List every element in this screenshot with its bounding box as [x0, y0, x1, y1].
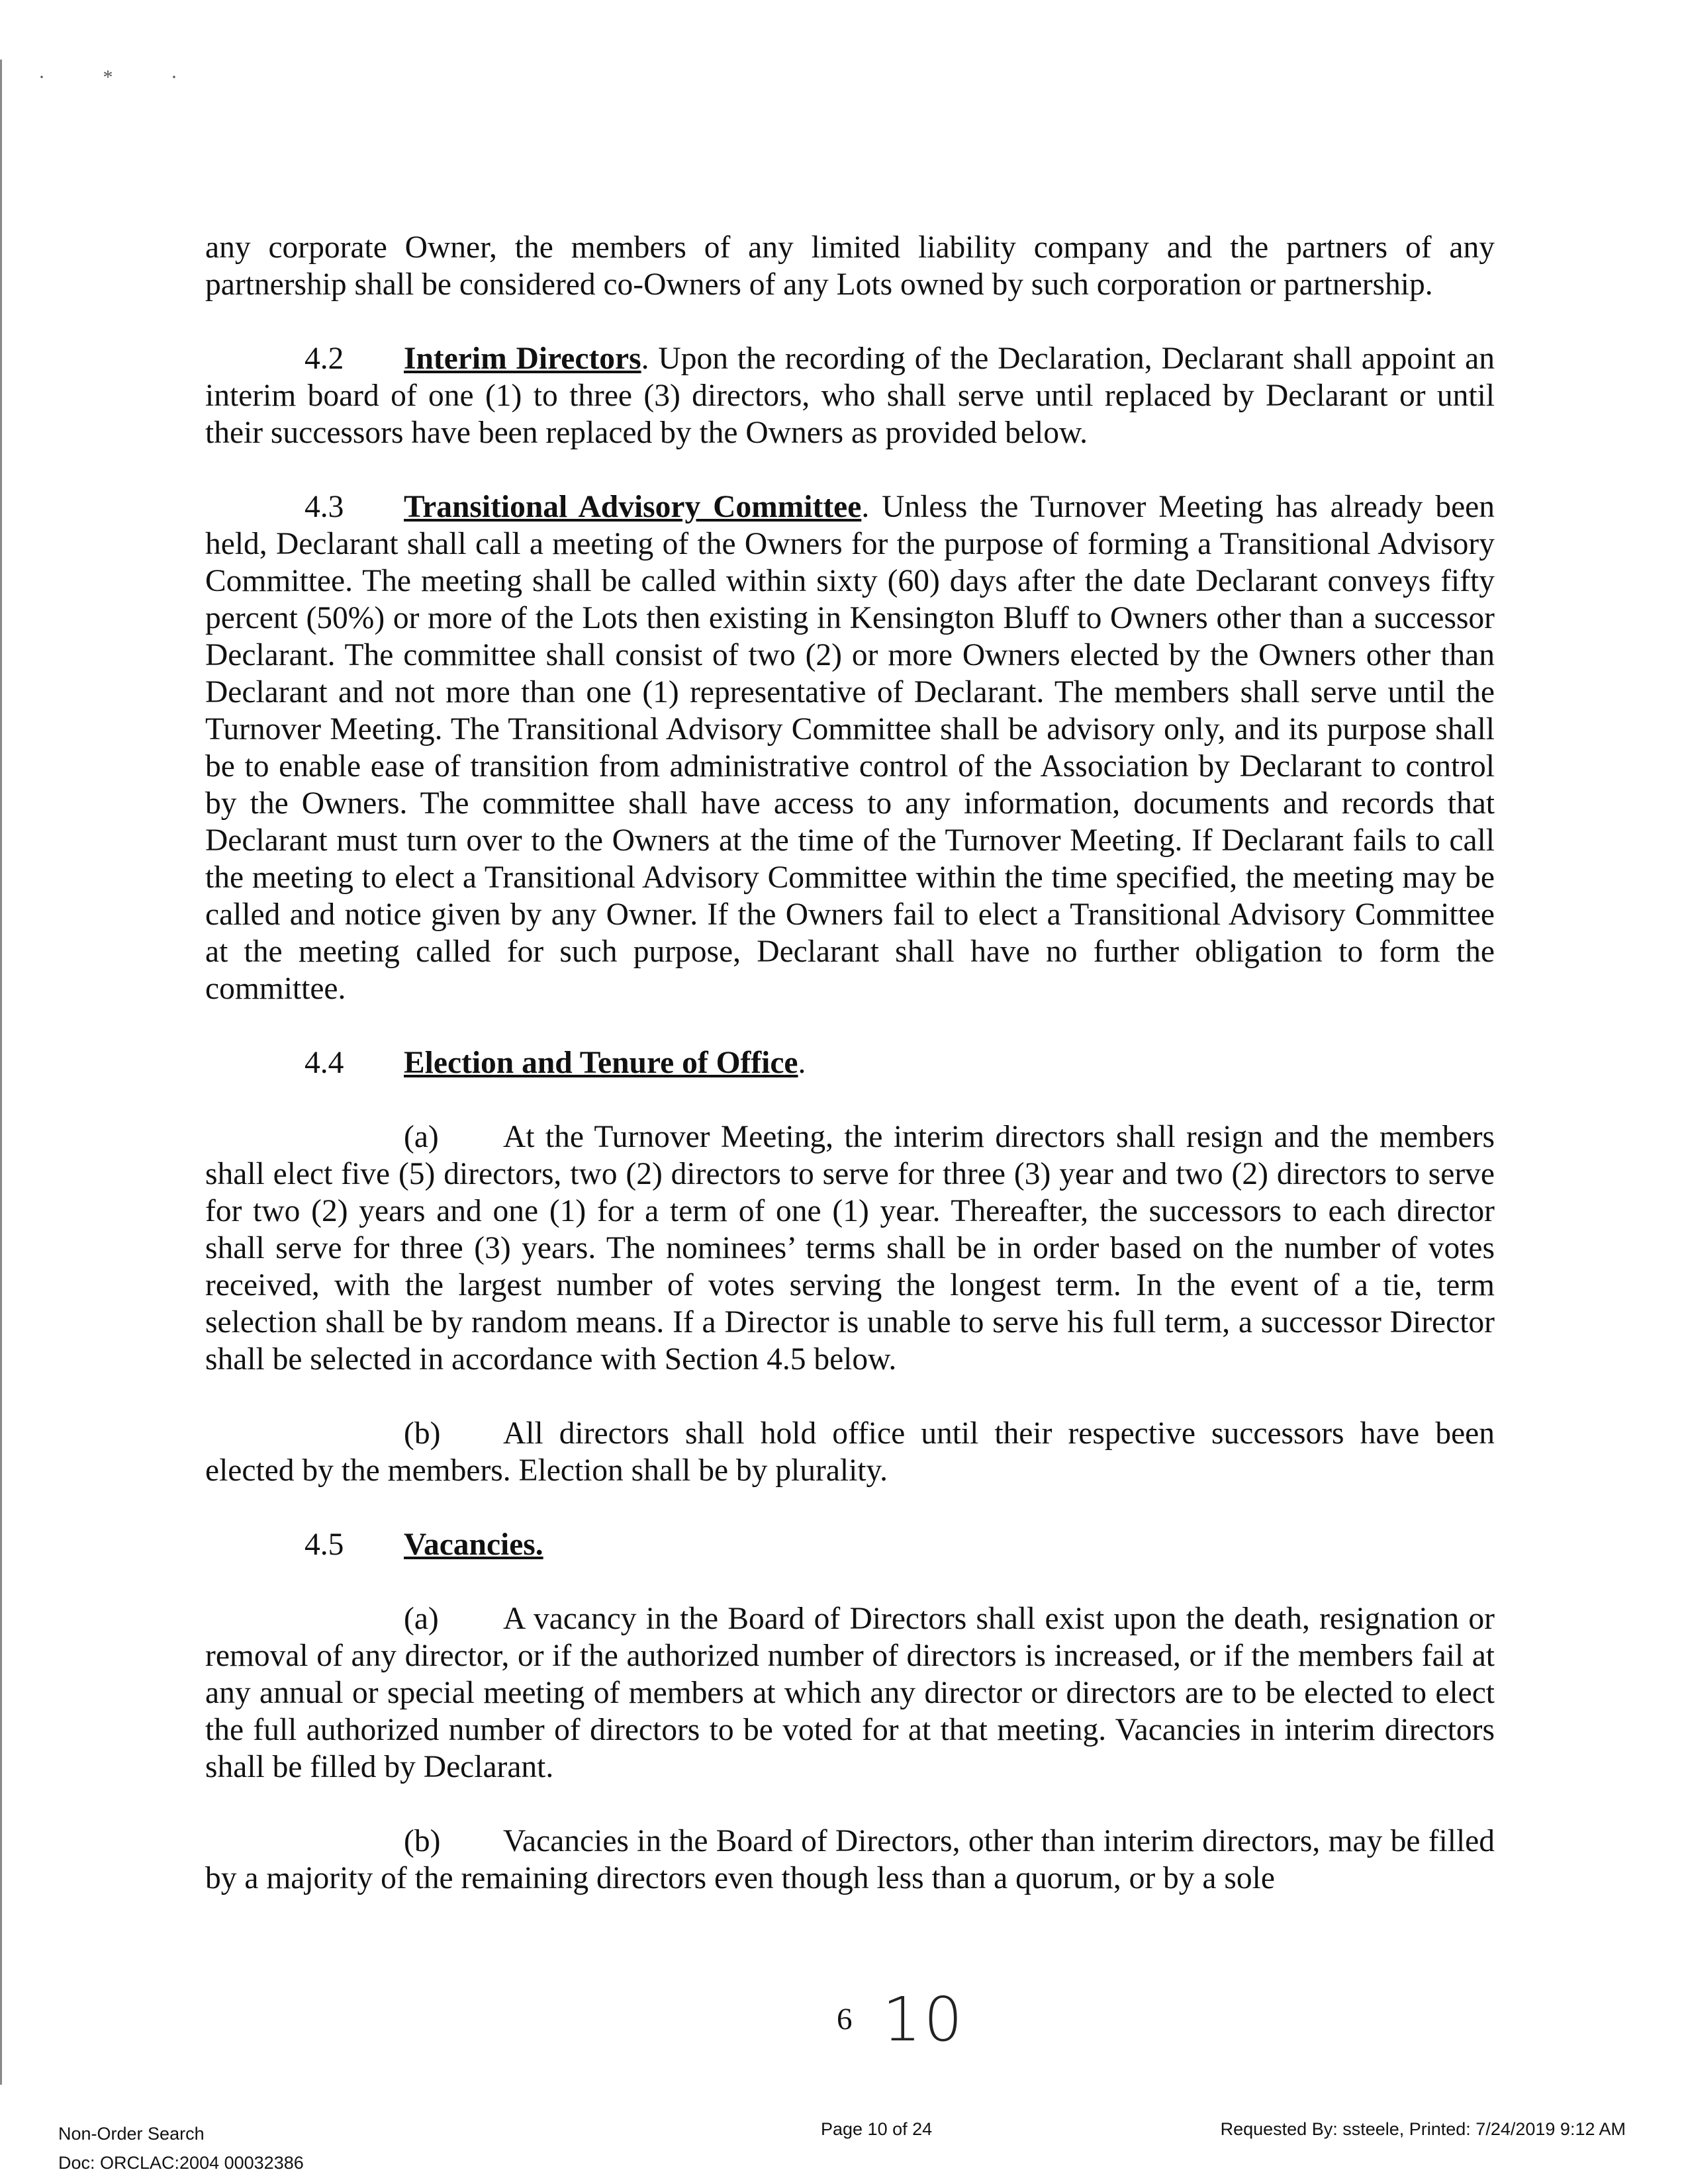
- section-heading: Transitional Advisory Committee: [404, 490, 862, 524]
- section-text: Unless the Turnover Meeting has already been held, Declarant shall call a meeting of the Owners for the purpose of forming a Transitional Advisory Committee. The meeting shall be called within sixty (60) days after the date Declarant conveys fifty percent (50%) or more of the Lots then existing in Kensington Bluff to Owners other than a successor Declarant. The committee shall consist of two (2) or more Owners elected by the Owners other than Declarant and not more than one (1) representative of Declarant. The members shall serve until the Turnover Meeting. The Transitional Advisory Committee shall be advisory only, and its purpose shall be to enable ease of transition from administrative control of the Association by Declarant to control by the Owners. The committee shall have access to any information, documents and records that Declarant must turn over to the Owners at the time of the Turnover Meeting. If Declarant fails to call the meeting to elect a Transitional Advisory Committee within the time specified, the meeting may be called and notice given by any Owner. If the Owners fail to elect a Transitional Advisory Committee at the meeting called for such purpose, Declarant shall have no further obligation to form the committee.: [205, 490, 1495, 1006]
- subsection-text: At the Turnover Meeting, the interim directors shall resign and the members shall elect five (5) directors, two (2) directors to serve for three (3) year and two (2) directors to serve for two (2) years and one (1) for a term of one (1) year. Thereafter, the successors to each director shall serve for three (3) years. The nominees’ terms shall be in order based on the number of votes received, with the largest number of votes serving the longest term. In the event of a tie, term selection shall be by random means. If a Director is unable to serve his full term, a successor Director shall be selected in accordance with Section 4.5 below.: [205, 1120, 1495, 1377]
- section-4-4-heading: 4.4 Election and Tenure of Office.: [304, 1046, 806, 1080]
- section-number: 4.2: [304, 341, 344, 376]
- scan-edge-line: [0, 60, 2, 2085]
- footer-page-count: Page 10 of 24: [821, 2119, 933, 2139]
- section-4-4-a: [205, 1118, 1495, 1378]
- subsection-label: (a): [404, 1602, 439, 1636]
- subsection-text: Vacancies in the Board of Directors, other than interim directors, may be filled by a majority of the remaining directors even though less than a quorum, or by a sole: [205, 1824, 1495, 1895]
- subsection-label: (b): [404, 1824, 441, 1858]
- carryover-paragraph: any corporate Owner, the members of any limited liability company and the partners of any partnership shall be considered co-Owners of any Lots owned by such corporation or partnership.: [205, 230, 1495, 302]
- section-4-5-a: [205, 1600, 1495, 1786]
- subsection-label: (a): [404, 1120, 439, 1154]
- footer-requested-by: Requested By: ssteele, Printed: 7/24/2019 9:12 AM: [1220, 2119, 1626, 2139]
- section-4-5-heading: [205, 1526, 1495, 1563]
- section-4-3: 4.3 Transitional Advisory Committee. Unless the Turnover Meeting has already been held, Declarant shall call a meeting of the Owners for the purpose of forming a Transitional Advisory Committee. The meeting shall be called within sixty (60) days after the date Declarant conveys fifty percent (50%) or more of the Lots then existing in Kensington Bluff to Owners other than a successor Declarant. The committee shall consist of two (2) or more Owners elected by the Owners other than Declarant and not more than one (1) representative of Declarant. The members shall serve until the Turnover Meeting. The Transitional Advisory Committee shall be advisory only, and its purpose shall be to enable ease of transition from administrative control of the Association by Declarant to control by the Owners. The committee shall have access to any information, documents and records that Declarant must turn over to the Owners at the time of the Turnover Meeting. If Declarant fails to call the meeting to elect a Transitional Advisory Committee within the time specified, the meeting may be called and notice given by any Owner. If the Owners fail to elect a Transitional Advisory Committee at the meeting called for such purpose, Declarant shall have no further obligation to form the committee.: [205, 490, 1495, 1006]
- subsection-label: (b): [404, 1416, 441, 1451]
- section-4-5-b: [205, 1823, 1495, 1897]
- section-heading: Election and Tenure of Office: [404, 1046, 798, 1080]
- scan-specks: · * ·: [38, 66, 204, 88]
- section-number: 4.5: [304, 1527, 344, 1562]
- footer-doc-id: Doc: ORCLAC:2004 00032386: [58, 2153, 304, 2173]
- section-4-4-b: [205, 1415, 1495, 1489]
- footer-search-type: Non-Order Search: [58, 2124, 205, 2144]
- document-body: [205, 229, 1495, 1897]
- section-heading: Vacancies.: [404, 1527, 543, 1562]
- subsection-text: All directors shall hold office until their respective successors have been elected by the members. Election shall be by plurality.: [205, 1416, 1495, 1488]
- handwritten-page-mark: 10: [882, 1984, 966, 2055]
- section-number: 4.3: [304, 490, 344, 524]
- subsection-text: A vacancy in the Board of Directors shall exist upon the death, resignation or removal of any director, or if the authorized number of directors is increased, or if the members fail at any annual or special meeting of members at which any director or directors are to be elected to elect the full authorized number of directors to be voted for at that meeting. Vacancies in interim directors shall be filled by Declarant.: [205, 1602, 1495, 1784]
- section-heading: Interim Directors: [404, 341, 641, 376]
- section-4-2: 4.2 Interim Directors. Upon the recording of the Declaration, Declarant shall appoint an interim board of one (1) to three (3) directors, who shall serve until replaced by Declarant or until their successors have been replaced by the Owners as provided below.: [205, 341, 1495, 450]
- section-text: Upon the recording of the Declaration, Declarant shall appoint an interim board of one (1) to three (3) directors, who shall serve until replaced by Declarant or until their successors have been replaced by the Owners as provided below.: [205, 341, 1495, 450]
- page-number: 6: [837, 2002, 853, 2036]
- footer-left: [58, 2119, 304, 2177]
- section-number: 4.4: [304, 1046, 344, 1080]
